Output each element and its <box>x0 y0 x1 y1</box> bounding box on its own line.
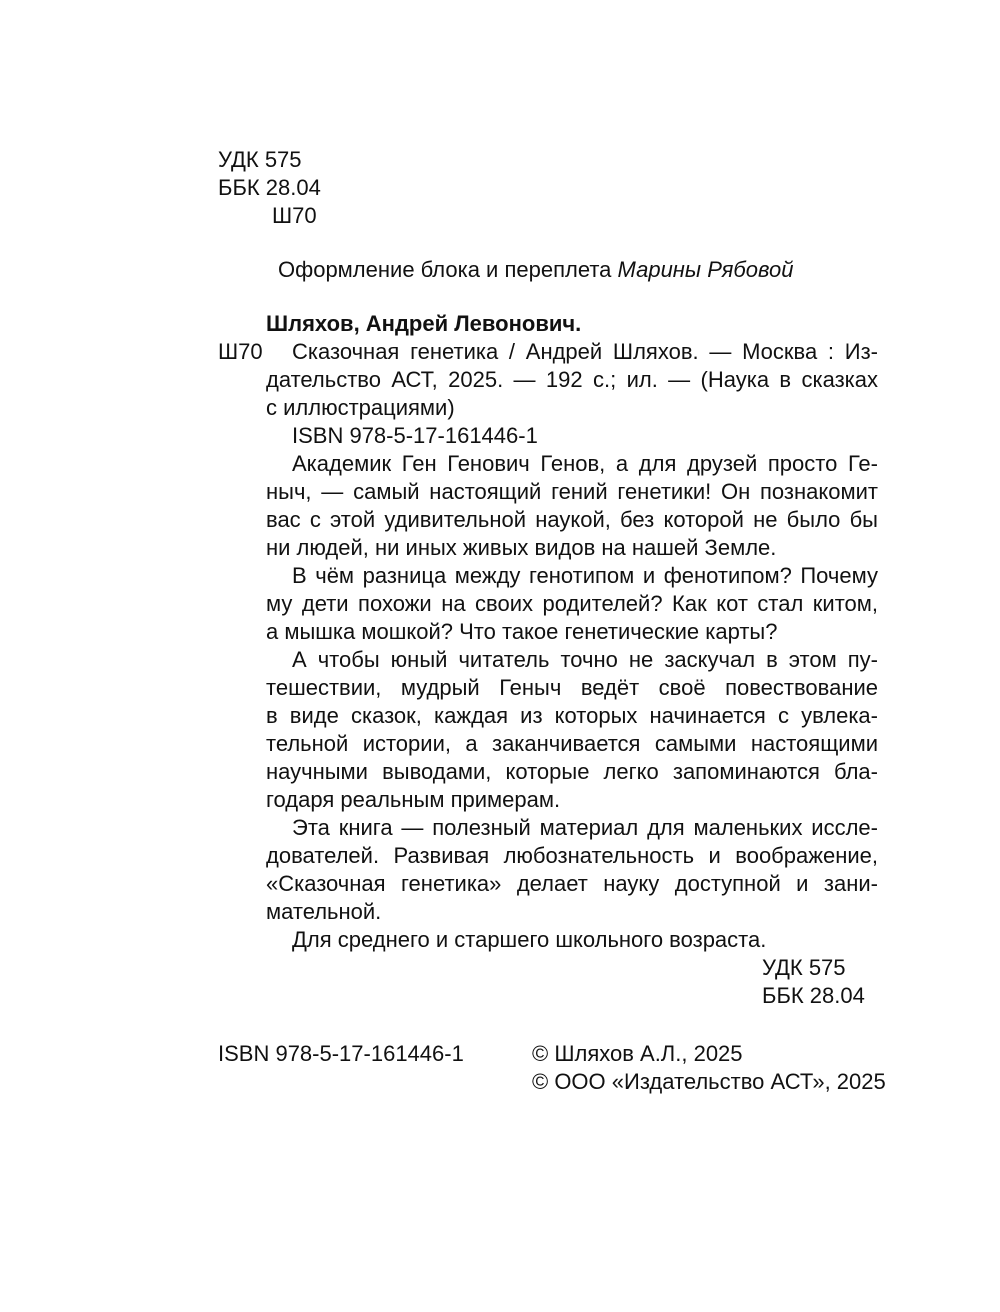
copyright-publisher: © ООО «Издательство АСТ», 2025 <box>532 1069 886 1094</box>
annotation-line: тешествии, мудрый Геныч ведёт своё повествование <box>266 675 878 700</box>
udk-code: УДК 575 <box>218 147 302 172</box>
card-isbn: ISBN 978-5-17-161446-1 <box>292 423 538 448</box>
annotation-line: в виде сказок, каждая из которых начинается с увлека- <box>266 703 878 728</box>
description-line: с иллюстрациями) <box>266 395 455 420</box>
card-udk-code: УДК 575 <box>762 955 846 980</box>
design-credit <box>278 256 793 284</box>
annotation-line: «Сказочная генетика» делает науку доступной и зани- <box>266 871 878 896</box>
annotation-line: А чтобы юный читатель точно не заскучал в этом пу- <box>292 647 878 672</box>
annotation-line: научными выводами, которые легко запоминаются бла- <box>266 759 878 784</box>
annotation-line: Академик Ген Генович Генов, а для друзей просто Ге- <box>292 451 878 476</box>
annotation-line: В чём разница между генотипом и фенотипом? Почему <box>292 563 878 588</box>
annotation-line: ни людей, ни иных живых видов на нашей Земле. <box>266 535 777 560</box>
description-line: дательство АСТ, 2025. — 192 с.; ил. — (Наука в сказках <box>266 367 878 392</box>
annotation-line: годаря реальным примерам. <box>266 787 561 812</box>
design-credit-designer: Марины Рябовой <box>617 257 794 282</box>
annotation-line: дователей. Развивая любознательность и воображение, <box>266 843 878 868</box>
annotation-line: а мышка мошкой? Что такое генетические карты? <box>266 619 778 644</box>
design-credit-prefix: Оформление блока и переплета <box>278 257 612 282</box>
author-mark: Ш70 <box>272 203 317 228</box>
bbk-code: ББК 28.04 <box>218 175 321 200</box>
annotation-line: Эта книга — полезный материал для маленьких иссле- <box>292 815 878 840</box>
annotation-line: мательной. <box>266 899 382 924</box>
description-line: Сказочная генетика / Андрей Шляхов. — Москва : Из- <box>292 339 878 364</box>
card-author-mark: Ш70 <box>218 339 263 364</box>
annotation-line: ныч, — самый настоящий гений генетики! Он познакомит <box>266 479 878 504</box>
footer-isbn: ISBN 978-5-17-161446-1 <box>218 1041 464 1066</box>
audience-note: Для среднего и старшего школьного возраста. <box>292 927 767 952</box>
annotation-line: му дети похожи на своих родителей? Как кот стал китом, <box>266 591 878 616</box>
copyright-author: © Шляхов А.Л., 2025 <box>532 1041 743 1066</box>
author-heading: Шляхов, Андрей Левонович. <box>266 311 582 336</box>
card-bbk-code: ББК 28.04 <box>762 983 865 1008</box>
annotation-line: вас с этой удивительной наукой, без которой не было бы <box>266 507 878 532</box>
annotation-line: тельной истории, а заканчивается самыми настоящими <box>266 731 878 756</box>
